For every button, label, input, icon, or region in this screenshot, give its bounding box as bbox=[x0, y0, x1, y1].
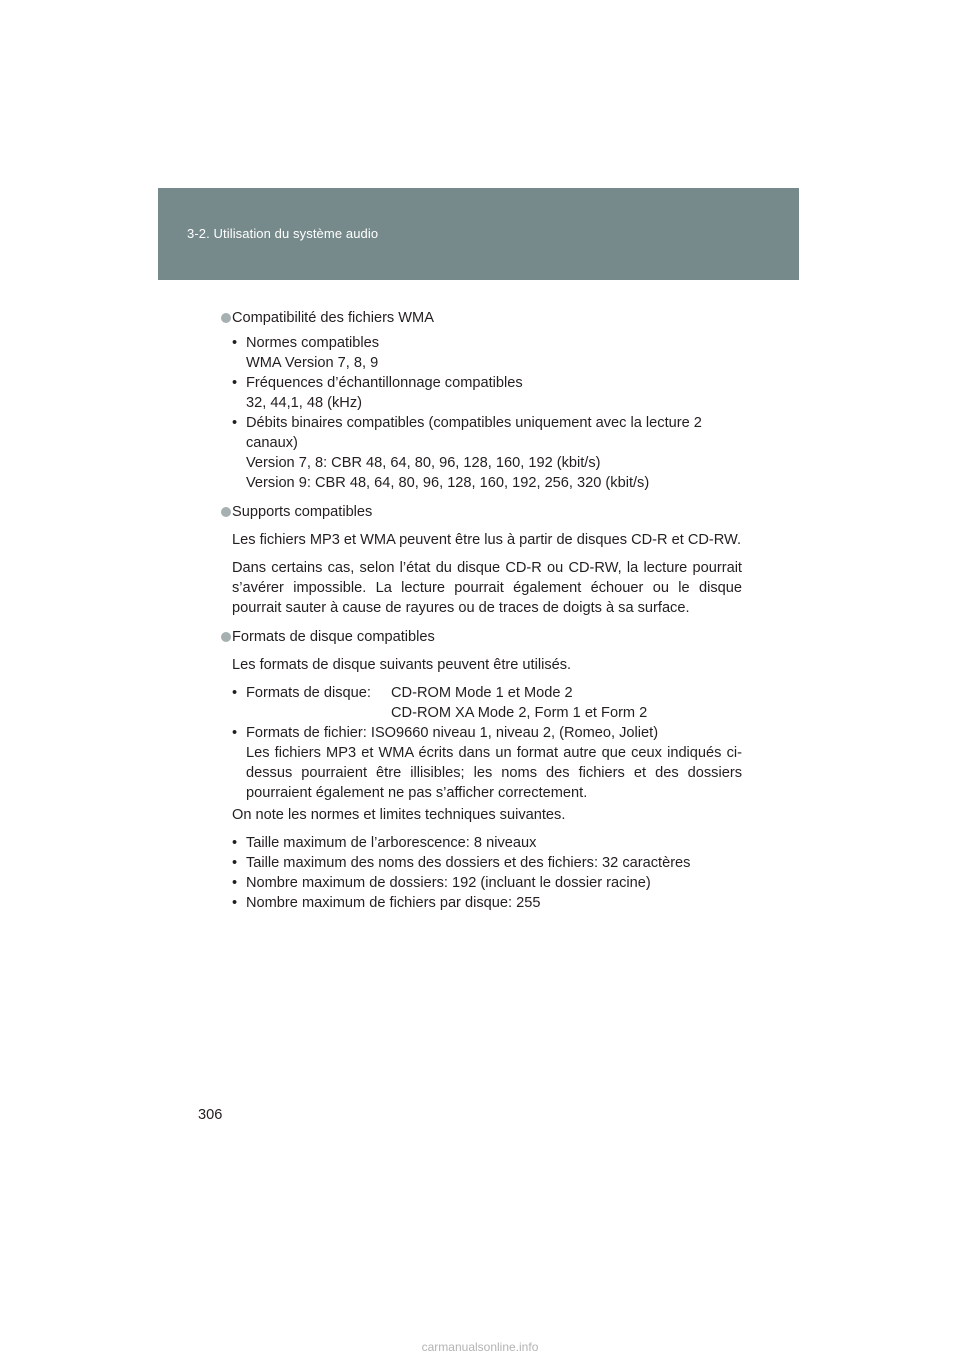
bullet-dot-icon bbox=[221, 632, 231, 642]
bullet-mark-icon: • bbox=[232, 855, 238, 871]
list-item bbox=[232, 683, 742, 723]
list-item: • Fréquences d’échantillonnage compatibles 32, 44,1, 48 (kHz) bbox=[232, 375, 523, 411]
list-item bbox=[232, 723, 742, 803]
section-title: 3-2. Utilisation du système audio bbox=[187, 226, 379, 241]
bullet-mark-icon: • bbox=[232, 415, 238, 431]
page-number: 306 bbox=[198, 1107, 223, 1123]
bullet-mark-icon: • bbox=[232, 875, 238, 891]
supports-heading: Supports compatibles bbox=[222, 502, 742, 522]
wma-list bbox=[222, 333, 742, 493]
list-item: • Normes compatibles WMA Version 7, 8, 9 bbox=[232, 335, 380, 371]
limits-list bbox=[222, 833, 742, 913]
formats-heading: Formats de disque compatibles bbox=[222, 627, 742, 647]
list-item: • Taille maximum des noms des dossiers et des fichiers: 32 caractères bbox=[232, 855, 691, 871]
bullet-mark-icon: • bbox=[232, 895, 238, 911]
section-header-bar bbox=[158, 188, 799, 280]
formats-list bbox=[222, 683, 742, 803]
bullet-mark-icon: • bbox=[232, 835, 238, 851]
disc-format-value: CD-ROM XA Mode 2, Form 1 et Form 2 bbox=[391, 705, 648, 721]
bullet-mark-icon: • bbox=[232, 725, 238, 741]
bullet-mark-icon: • bbox=[232, 685, 238, 701]
disc-format-value: CD-ROM Mode 1 et Mode 2 bbox=[391, 685, 573, 701]
list-item: • Nombre maximum de fichiers par disque: 255 bbox=[232, 895, 541, 911]
list-item: • Taille maximum de l’arborescence: 8 niveaux bbox=[232, 835, 537, 851]
limits-intro: On note les normes et limites techniques suivantes. bbox=[232, 807, 566, 823]
supports-paragraph: Les fichiers MP3 et WMA peuvent être lus à partir de disques CD-R et CD-RW. bbox=[232, 532, 742, 548]
bullet-mark-icon: • bbox=[232, 375, 238, 391]
list-item: • Nombre maximum de dossiers: 192 (incluant le dossier racine) bbox=[232, 875, 651, 891]
disc-formats-label: Formats de disque: bbox=[246, 685, 371, 701]
list-item: • Débits binaires compatibles (compatibles uniquement avec la lecture 2 canaux) Version 7, 8: CBR 48, 64, 80, 96, 128, 160, 192 (kbit/s) Version 9: CBR 48, 64, 80, 96, 128, 160, 192, 256, 320 (kbit/s) bbox=[232, 415, 702, 491]
supports-paragraph: Dans certains cas, selon l’état du disque CD-R ou CD-RW, la lecture pourrait s’avérer impossible. La lecture pourrait également échouer ou le disque pourrait sauter à cause de rayures ou de traces de doigts à sa surface. bbox=[232, 560, 742, 616]
bullet-dot-icon bbox=[221, 313, 231, 323]
watermark-link[interactable]: carmanualsonline.info bbox=[421, 1340, 539, 1354]
wma-heading: Compatibilité des fichiers WMA bbox=[222, 308, 742, 328]
file-formats-label: Formats de fichier: ISO9660 niveau 1, niveau 2, (Romeo, Joliet) bbox=[246, 725, 659, 741]
bullet-mark-icon: • bbox=[232, 335, 238, 351]
formats-intro: Les formats de disque suivants peuvent être utilisés. bbox=[232, 657, 572, 673]
file-formats-note: Les fichiers MP3 et WMA écrits dans un format autre que ceux indiqués ci-dessus pourraient être illisibles; les noms des fichiers et des dossiers pourraient également ne pas s’afficher correctement. bbox=[246, 745, 742, 801]
bullet-dot-icon bbox=[221, 507, 231, 517]
page-content bbox=[222, 308, 742, 913]
